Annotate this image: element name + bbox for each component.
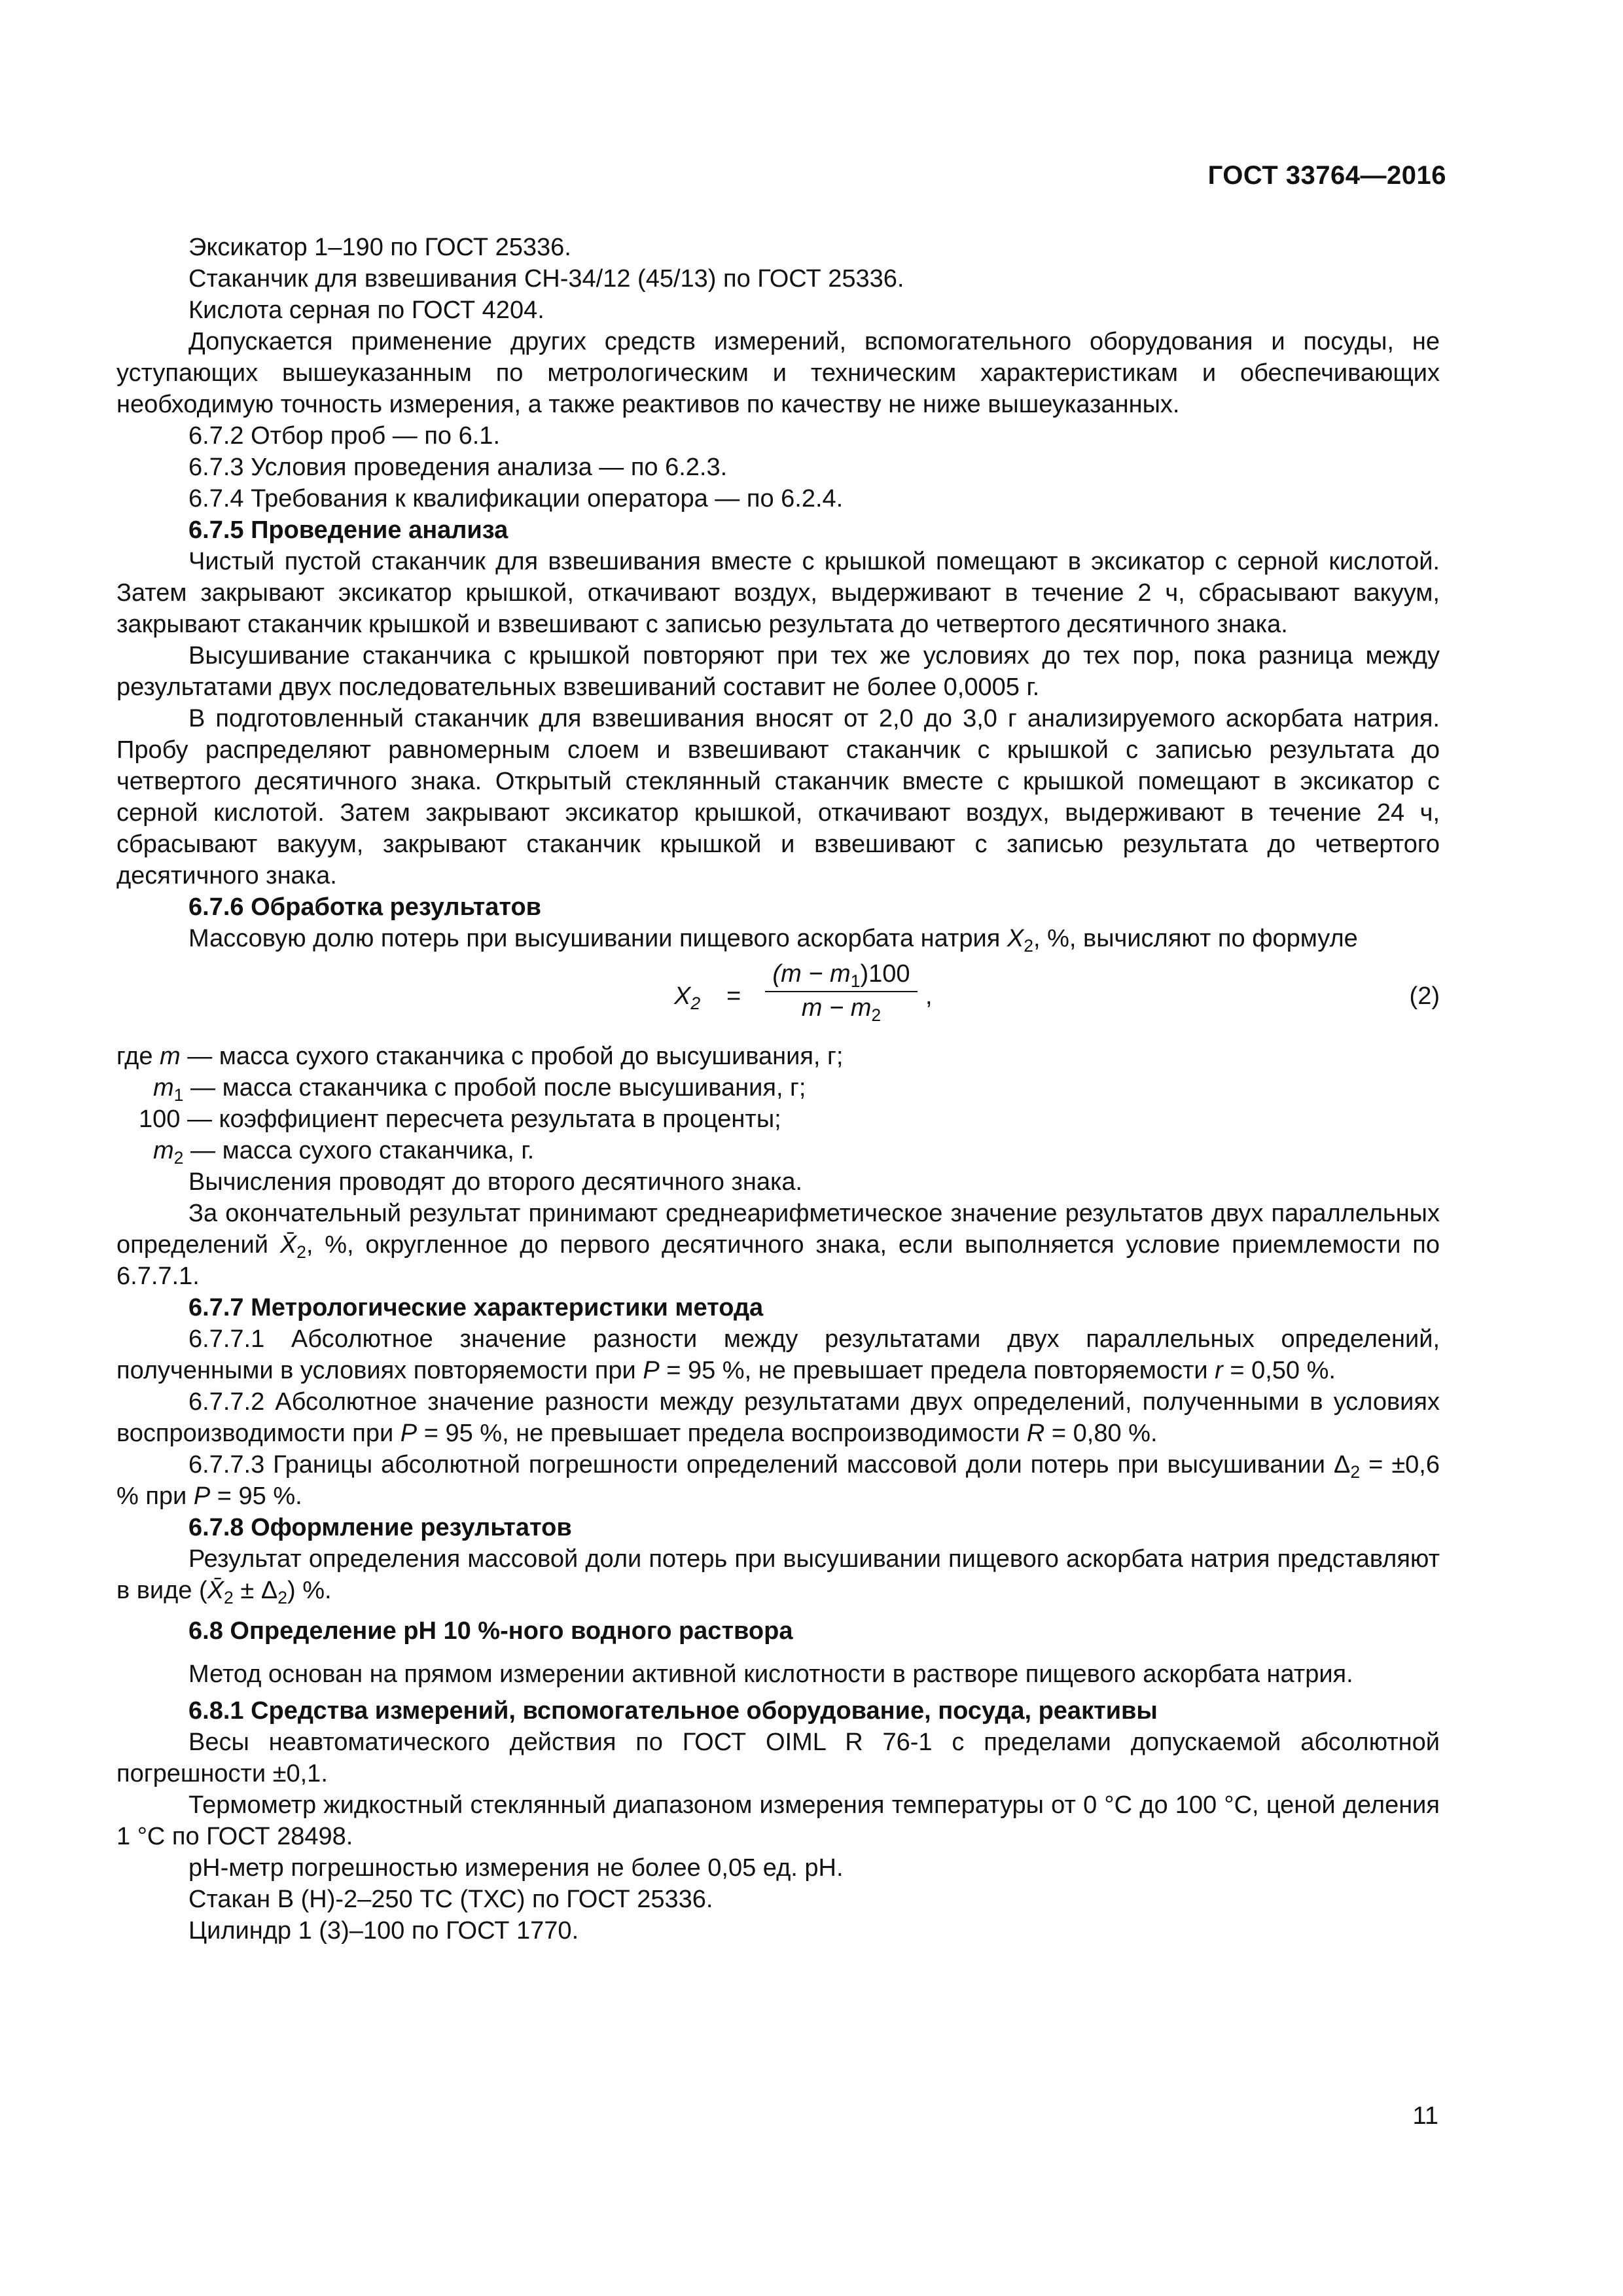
formula-number: (2) (1409, 982, 1440, 1010)
section-heading-6-8-1: 6.8.1 Средства измерений, вспомогательное оборудование, посуда, реактивы (188, 1697, 1158, 1725)
paragraph: Стаканчик для взвешивания СН-34/12 (45/13) по ГОСТ 25336. (188, 265, 904, 293)
section-heading-6-7-8: 6.7.8 Оформление результатов (188, 1514, 572, 1541)
legend-row: где m — масса сухого стаканчика с пробой до высушивания, г; (116, 1043, 844, 1070)
paragraph: Весы неавтоматического действия по ГОСТ OIML R 76-1 с пределами допускаемой абсолютной погрешности ±0,1. (116, 1729, 1440, 1787)
paragraph: 6.7.7.1 Абсолютное значение разности между результатами двух параллельных определений, полученными в условиях повторяемости при P = 95 %, не превышает предела повторяемости r = 0,50 %. (116, 1325, 1440, 1384)
paragraph: 6.7.4 Требования к квалификации оператора — по 6.2.4. (188, 485, 844, 512)
paragraph: 6.7.7.2 Абсолютное значение разности между результатами двух определений, полученными в условиях воспроизводимости при P = 95 %, не превышает предела воспроизводимости R = 0,80 %. (116, 1388, 1440, 1447)
formula-intro: Массовую долю потерь при высушивании пищевого аскорбата натрия $X_2$, %, вычисляют по формуле (188, 925, 1358, 956)
paragraph: Цилиндр 1 (3)–100 по ГОСТ 1770. (188, 1917, 579, 1945)
document-body (116, 232, 1440, 1946)
formula-equals: = (726, 982, 741, 1010)
formula-numerator: $(m - m_1)100$ (772, 960, 910, 991)
standard-header: ГОСТ 33764—2016 (1207, 161, 1446, 190)
paragraph: 6.7.2 Отбор проб — по 6.1. (188, 422, 501, 450)
paragraph: Стакан В (Н)-2–250 ТС (ТХС) по ГОСТ 25336. (188, 1886, 713, 1913)
formula-legend (116, 1041, 1440, 1166)
paragraph: 6.7.7.3 Границы абсолютной погрешности определений массовой доли потерь при высушивании $\Delta_2 = \pm 0,6$ % при P = 95 %. (116, 1451, 1440, 1510)
formula-2 (116, 958, 1440, 1037)
paragraph: Чистый пустой стаканчик для взвешивания вместе с крышкой помещают в эксикатор с серной кислотой. Затем закрывают эксикатор крышкой, откачивают воздух, выдерживают в течение 2 ч, сбрасывают вакуум, закрывают стаканчик крышкой и взвешивают с записью результата до четвертого десятичного знака. (116, 548, 1440, 638)
formula-fraction (761, 958, 921, 1025)
legend-row: $m_1$ — масса стаканчика с пробой после высушивания, г; (153, 1074, 806, 1105)
paragraph: В подготовленный стаканчик для взвешивания вносят от 2,0 до 3,0 г анализируемого аскорбата натрия. Пробу распределяют равномерным слоем и взвешивают стаканчик с крышкой с записью результата до четвертого десятичного знака. Открытый стеклянный стаканчик вместе с крышкой помещают в эксикатор с серной кислотой. Затем закрывают эксикатор крышкой, откачивают воздух, выдерживают в течение 24 ч, сбрасывают вакуум, закрывают стаканчик крышкой и взвешивают с записью результата до четвертого десятичного знака. (116, 705, 1440, 889)
paragraph: pH-метр погрешностью измерения не более 0,05 ед. pH. (188, 1854, 844, 1882)
formula-comma: , (925, 982, 933, 1010)
paragraph: Эксикатор 1–190 по ГОСТ 25336. (188, 234, 571, 261)
paragraph: Допускается применение других средств измерений, вспомогательного оборудования и посуды, не уступающих вышеуказанным по метрологическим и техническим характеристикам и обеспечивающих необходимую точность измерения, а также реактивов по качеству не ниже вышеуказанных. (116, 328, 1440, 418)
formula-denominator: $m - m_2$ (801, 994, 882, 1025)
section-heading-6-7-7: 6.7.7 Метрологические характеристики метода (188, 1294, 764, 1321)
paragraph: Кислота серная по ГОСТ 4204. (188, 296, 544, 324)
paragraph: Высушивание стаканчика с крышкой повторяют при тех же условиях до тех пор, пока разница между результатами двух последовательных взвешиваний составит не более 0,0005 г. (116, 642, 1440, 701)
formula-lhs: $X_2$ (674, 982, 701, 1013)
section-heading-6-7-5: 6.7.5 Проведение анализа (188, 516, 508, 544)
section-heading-6-8: 6.8 Определение pH 10 %-ного водного раствора (188, 1617, 793, 1645)
paragraph: Вычисления проводят до второго десятичного знака. (188, 1168, 803, 1196)
section-heading-6-7-6: 6.7.6 Обработка результатов (188, 893, 542, 921)
legend-row: 100 — коэффициент пересчета результата в проценты; (139, 1105, 781, 1133)
paragraph: За окончательный результат принимают среднеарифметическое значение результатов двух параллельных определений $X̄_2$, %, округленное до первого десятичного знака, если выполняется условие приемлемости по 6.7.7.1. (116, 1200, 1440, 1290)
page-number: 11 (1412, 2102, 1438, 2130)
paragraph: 6.7.3 Условия проведения анализа — по 6.2.3. (188, 454, 728, 481)
legend-row: $m_2$ — масса сухого стаканчика, г. (153, 1137, 535, 1168)
paragraph: Метод основан на прямом измерении активной кислотности в растворе пищевого аскорбата натрия. (188, 1660, 1353, 1688)
paragraph: Результат определения массовой доли потерь при высушивании пищевого аскорбата натрия представляют в виде $(X̄_2 \pm \Delta_2)$ %. (116, 1545, 1440, 1607)
paragraph: Термометр жидкостный стеклянный диапазоном измерения температуры от 0 °С до 100 °С, ценой деления 1 °С по ГОСТ 28498. (116, 1791, 1440, 1850)
